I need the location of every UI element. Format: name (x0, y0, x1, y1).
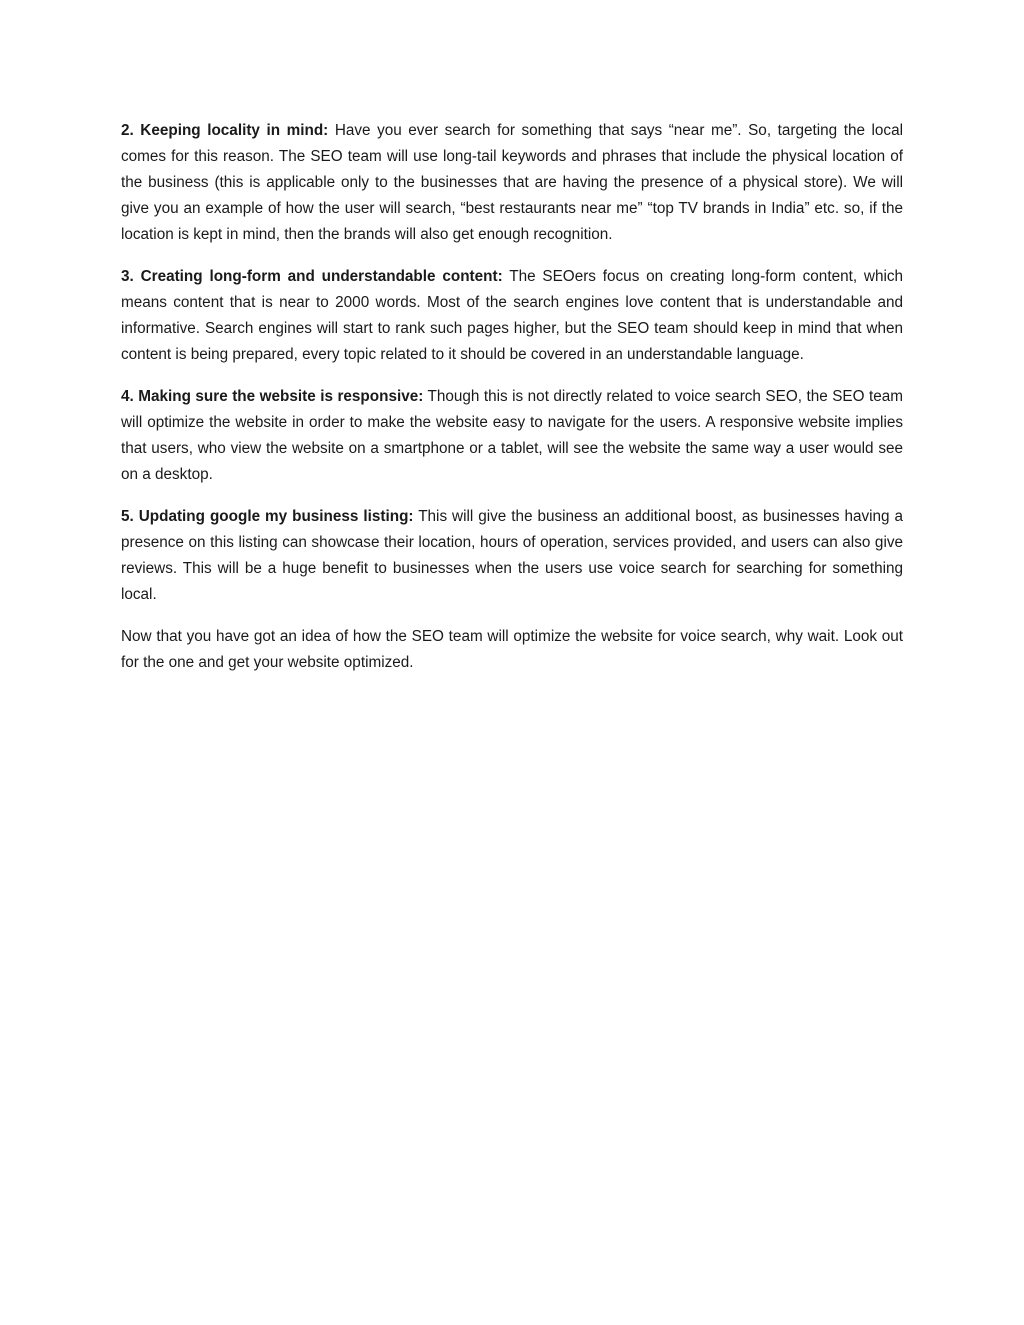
paragraph-conclusion (121, 624, 903, 676)
paragraph-body: The SEOers focus on creating long-form content, which means content that is near to 2000 words. Most of the search engines love content that is understandable and informative. Search engines will start to rank such pages higher, but the SEO team should keep in mind that when content is being prepared, every topic related to it should be covered in an understandable language. (121, 268, 904, 363)
paragraph-body: Have you ever search for something that says “near me”. So, targeting the local comes for this reason. The SEO team will use long-tail keywords and phrases that include the physical location of the business (this is applicable only to the businesses that are having the presence of a physical store). We will give you an example of how the user will search, “best restaurants near me” “top TV brands in India” etc. so, if the location is kept in mind, then the brands will also get enough recognition. (121, 122, 903, 243)
paragraph-body: Though this is not directly related to voice search SEO, the SEO team will optimize the website in order to make the website easy to navigate for the users. A responsive website implies that users, who view the website on a smartphone or a tablet, will see the website the same way a user would see on a desktop. (121, 388, 903, 483)
paragraph-heading: 4. Making sure the website is responsive: (121, 388, 424, 405)
paragraph-responsive-website (121, 384, 903, 488)
paragraph-body: Now that you have got an idea of how the SEO team will optimize the website for voice search, why wait. Look out for the one and get your website optimized. (121, 628, 903, 671)
paragraph-business-listing (121, 504, 903, 608)
paragraph-body: This will give the business an additional boost, as businesses having a presence on this listing can showcase their location, hours of operation, services provided, and users can also give reviews. This will be a huge benefit to businesses when the users use voice search for searching for something local. (121, 508, 904, 603)
paragraph-heading: 3. Creating long-form and understandable content: (121, 268, 503, 285)
paragraph-heading: 5. Updating google my business listing: (121, 508, 414, 525)
paragraph-heading: 2. Keeping locality in mind: (121, 122, 329, 139)
document-page (121, 118, 903, 692)
paragraph-long-form-content (121, 264, 903, 368)
paragraph-keeping-locality (121, 118, 903, 248)
